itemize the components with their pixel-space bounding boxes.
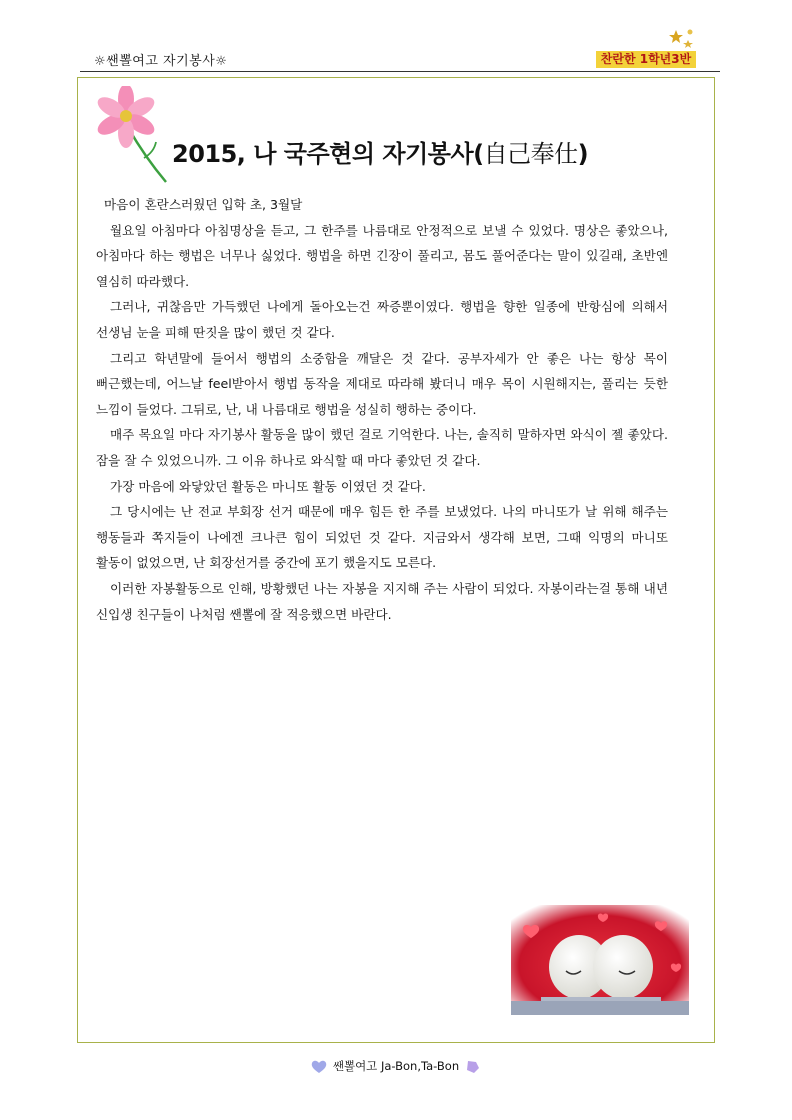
cosmos-flower-icon [96,86,176,186]
footer-label: 쌘뽈여고 Ja-Bon,Ta-Bon [332,1059,460,1073]
couple-illustration [511,905,689,1015]
star-deco-icon [668,26,698,52]
heart-icon [311,1060,327,1074]
puzzle-heart-icon [465,1060,481,1074]
paragraph-6: 가장 마음에 와닿았던 활동은 마니또 활동 이였던 것 같다. [110,478,426,494]
class-badge: 찬란한 1학년3반 [596,51,696,68]
paragraph-2: 월요일 아침마다 아침명상을 듣고, 그 한주를 나름대로 안정적으로 보낼 수 있었다. 명상은 좋았으나, 아침마다 하는 행법은 너무나 싫었다. 행법을 하면 긴장이 풀리고, 몸도 풀어준다는 말이 있길래, 초반엔 열심히 따라했다. [96,222,668,289]
paragraph-4: 그리고 학년말에 들어서 행법의 소중함을 깨달은 것 같다. 공부자세가 안 좋은 나는 항상 목이 뻐근했는데, 어느날 feel받아서 행법 동작을 제대로 따라해 봤더니 매우 목이 시원해지는, 풀리는 듯한 느낌이 들었다. 그뒤로, 난, 내 나름대로 행법을 성실히 행하는 중이다. [96,350,668,417]
page-title [172,134,588,169]
header-title: ☼쌘뽈여고 자기봉사☼ [94,54,228,69]
paragraph-5: 매주 목요일 마다 자기봉사 활동을 많이 했던 걸로 기억한다. 나는, 솔직히 말하자면 와식이 젤 좋았다. 잠을 잘 수 있었으니까. 그 이유 하나로 와식할 때 마다 좋았던 것 같다. [96,427,668,468]
footer [0,1058,792,1074]
title-hanja: 自己奉仕 [483,140,578,168]
paragraph-1: 마음이 혼란스러웠던 입학 초, 3월달 [104,197,303,212]
essay-body [96,192,668,627]
title-main: 2015, 나 국주현의 자기봉사( [172,140,484,168]
title-close: ) [577,140,589,168]
paragraph-7: 그 당시에는 난 전교 부회장 선거 때문에 매우 힘든 한 주를 보냈었다. 나의 마니또가 날 위해 해주는 행동들과 쪽지들이 나에겐 크나큰 힘이 되었던 것 같다. 지금와서 생각해 보면, 그때 익명의 마니또 활동이 없었으면, 난 회장선거를 중간에 포기 했을지도 모른다. [96,504,668,571]
header-divider [80,71,720,72]
paragraph-8: 이러한 자봉활동으로 인해, 방황했던 나는 자봉을 지지해 주는 사람이 되었다. 자봉이라는걸 통해 내년 신입생 친구들이 나처럼 쌘뽈에 잘 적응했으면 바란다. [96,580,668,622]
paragraph-3: 그러나, 귀찮음만 가득했던 나에게 돌아오는건 짜증뿐이였다. 행법을 향한 일종에 반항심에 의해서 선생님 눈을 피해 딴짓을 많이 했던 것 같다. [96,299,668,340]
